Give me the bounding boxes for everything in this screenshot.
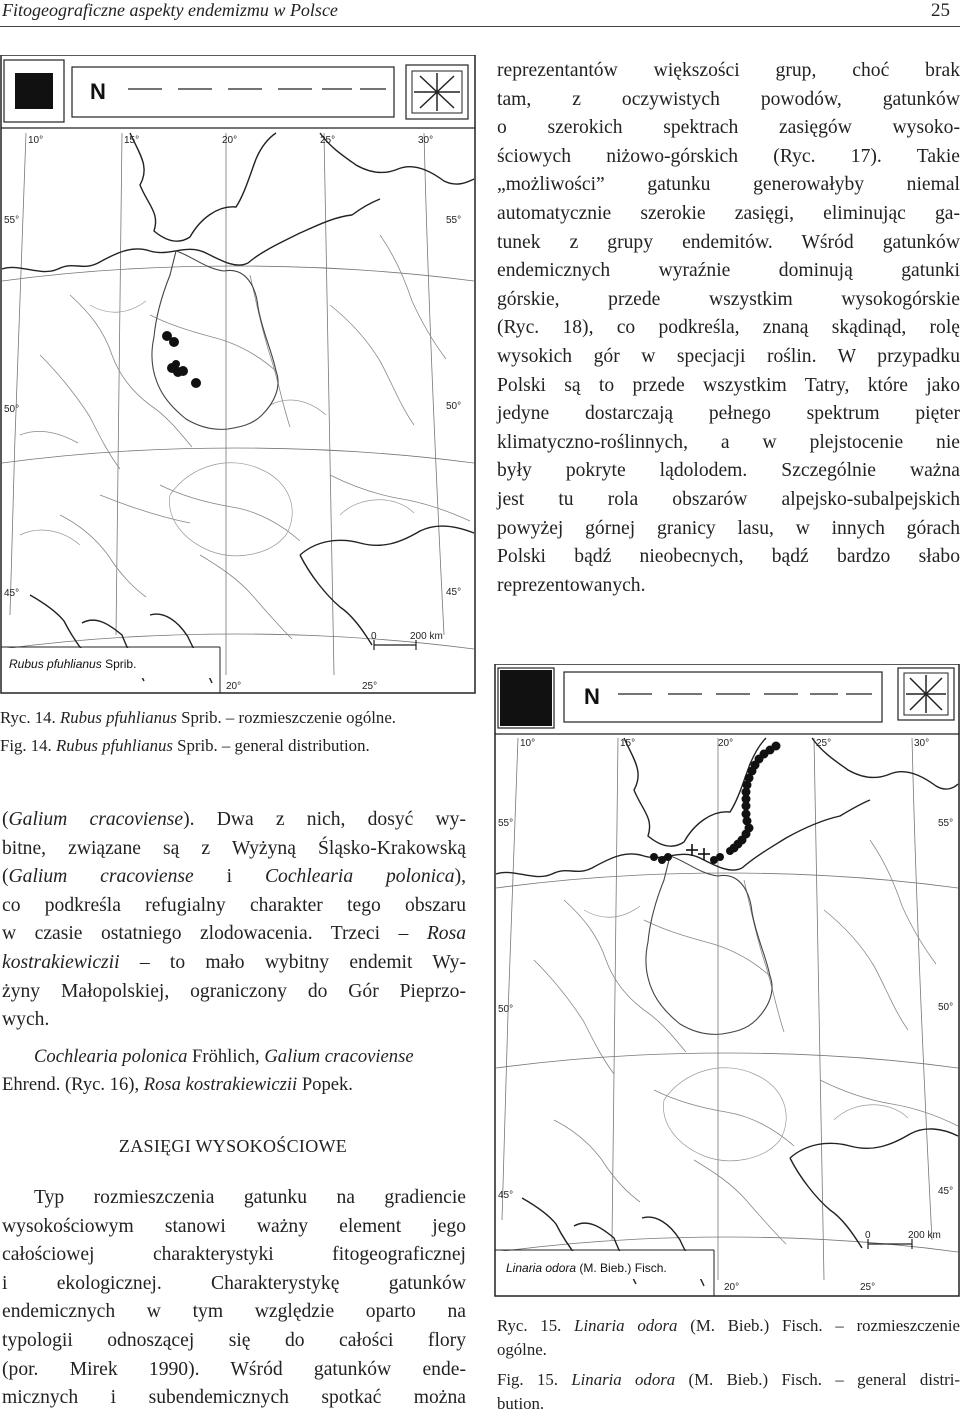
map-body <box>496 738 958 1286</box>
svg-text:200 km: 200 km <box>410 631 443 642</box>
caption-pl: Ryc. 15. Linaria odora (M. Bieb.) Fisch. – rozmieszczenie <box>497 1316 960 1335</box>
svg-text:0: 0 <box>371 631 377 642</box>
lat-label: 45° <box>4 588 20 599</box>
legend-box-north <box>72 67 394 117</box>
lon-label: 20° <box>222 135 238 146</box>
scale-bar <box>865 1230 941 1249</box>
section-heading: ZASIĘGI WYSOKOŚCIOWE <box>118 1136 348 1156</box>
distribution-map-rubus <box>0 55 476 695</box>
scale-bar <box>371 631 443 650</box>
lon-label: 10° <box>520 738 536 749</box>
lat-label: 45° <box>446 587 462 598</box>
lon-label: 10° <box>28 135 44 146</box>
black-square-icon <box>15 73 53 109</box>
right-column-paragraph: reprezentantów większości grup, choć brak tam, z oczywistych powodów, gatunków o szerokich spektrach zasięgów wysoko- ściowych niżowo-górskich (Ryc. 17). Takie „możliwości” gatunku generowałyby niemal automatycznie szerokie zasięgi, eliminując ga- tunek z grupy endemitów. Wśród gatunków endemicznych wyraźnie dominują gatunki górskie, przede wszystkim wysokogórskie (Ryc. 18), co podkreśla, znaną skądinąd, rolę wysokich gór w specjacji roślin. W przypadku Polski są to przede wszystkim Tatry, które jako jedyne dostarczają pełnego spektrum pięter klimatyczno-roślinnych, a w plejstocenie nie były pokryte lądolodem. Szczególnie ważna jest tu rola obszarów alpejsko-subalpejskich powyżej górnej granicy lasu, w innych górach Polski bądź nieobecnych, bądź bardzo słabo reprezentowanych. <box>497 60 960 596</box>
lon-label: 15° <box>620 738 636 749</box>
lat-label: 55° <box>446 215 462 226</box>
header-rule <box>0 26 960 27</box>
lat-label: 55° <box>4 215 20 226</box>
lon-label: 20° <box>226 681 242 692</box>
caption-en: Fig. 15. Linaria odora (M. Bieb.) Fisch. – general distri- <box>497 1370 960 1389</box>
lon-label: 30° <box>418 135 434 146</box>
lon-label: 25° <box>816 738 832 749</box>
north-label: N <box>584 684 600 709</box>
figure-caption-15: Ryc. 15. Linaria odora (M. Bieb.) Fisch. – rozmieszczenie ogólne. Fig. 15. Linaria odora (M. Bieb.) Fisch. – general distri- bution. <box>497 1316 960 1413</box>
north-label: N <box>90 79 106 104</box>
lon-label: 20° <box>718 738 734 749</box>
map-species-label: Linaria odora (M. Bieb.) Fisch. <box>506 1261 667 1275</box>
figure-caption-14 <box>0 706 480 758</box>
left-column-paragraph: (Galium cracoviense). Dwa z nich, dosyć wy- bitne, związane są z Wyżyną Śląsko-Krakowską (Galium cracoviense i Cochlearia polonica), co podkreśla refugialny charakter tego obszaru w czasie ostatniego zlodowacenia. Trzeci – Rosa kostrakiewiczii – to mało wybitny endemit Wy- żyny Małopolskiej, ograniczony do Gór Pieprzo- wych. Cochlearia polonica Fröhlich, Galium cracoviense Ehrend. (Ryc. 16), Rosa kostrakiewiczii Popek. <box>2 809 466 1096</box>
section-paragraph: Typ rozmieszczenia gatunku na gradiencie wysokościowym stanowi ważny element jego całościowej charakterystyki fitogeograficznej i ekologicznej. Charakterystykę gatunków endemicznych w tym względzie oparto na typologii odnoszącej się do całości flory (por. Mirek 1990). Wśród gatunków ende- micznych i subendemicznych spotkać można <box>2 1187 466 1409</box>
asterisk-icon <box>906 675 946 713</box>
svg-text:0: 0 <box>865 1230 871 1241</box>
lon-label: 30° <box>914 738 930 749</box>
occurrence-dots <box>162 331 201 388</box>
lon-label: 25° <box>320 135 336 146</box>
map-body <box>2 133 474 683</box>
lat-label: 50° <box>446 401 462 412</box>
lat-label: 55° <box>498 818 514 829</box>
running-header-title: Fitogeograficzne aspekty endemizmu w Polsce <box>2 0 338 20</box>
lon-label: 20° <box>724 1282 740 1293</box>
caption-pl: Ryc. 14. Rubus pfuhlianus Sprib. – rozmieszczenie ogólne. <box>0 708 396 727</box>
lat-label: 55° <box>938 818 954 829</box>
page-number: 25 <box>931 0 950 21</box>
lat-label: 45° <box>938 1186 954 1197</box>
map-species-label: Rubus pfuhlianus Sprib. <box>9 657 137 671</box>
black-square-icon <box>500 670 552 726</box>
lon-label: 25° <box>860 1282 876 1293</box>
asterisk-icon <box>414 73 460 111</box>
distribution-map-linaria <box>494 664 960 1300</box>
lat-label: 50° <box>938 1002 954 1013</box>
legend-box-north <box>564 672 882 722</box>
lat-label: 50° <box>4 404 20 415</box>
caption-en: Fig. 14. Rubus pfuhlianus Sprib. – general distribution. <box>0 736 370 755</box>
lon-label: 25° <box>362 681 378 692</box>
lon-label: 15° <box>124 135 140 146</box>
lat-label: 50° <box>498 1004 514 1015</box>
svg-text:200 km: 200 km <box>908 1230 941 1241</box>
lat-label: 45° <box>498 1190 514 1201</box>
